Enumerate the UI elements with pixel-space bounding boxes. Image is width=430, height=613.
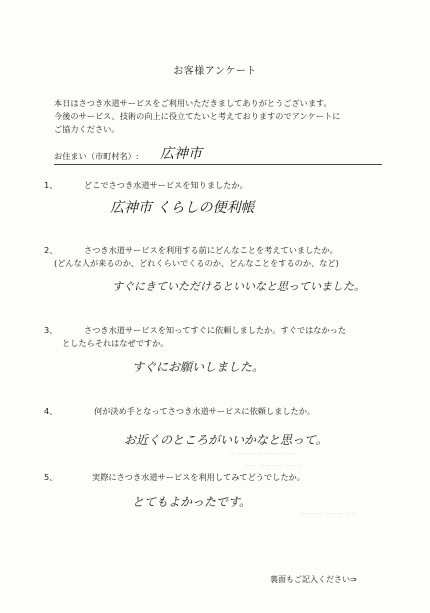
address-underline [54, 164, 382, 165]
bleed-through-mark: ~~ ~~~~ ~~~ [245, 462, 303, 470]
question-1-number: 1、 [44, 180, 58, 190]
question-2-text: (どんな人が来るのか、どれくらいでくるのか、どんなことをするのか、など) [54, 258, 339, 268]
question-3-number: 3、 [44, 325, 58, 335]
question-4-number: 4、 [44, 406, 58, 416]
survey-title: お客様アンケート [173, 66, 257, 77]
intro-line: 本日はさつき水道サービスをご利用いただきましてありがとうございます。 [54, 98, 332, 108]
question-3-text: としたらそれはなぜですか。 [62, 338, 169, 348]
question-5-text: 実際にさつき水道サービスを利用してみてどうでしたか。 [92, 472, 305, 482]
address-answer: 広神市 [160, 146, 202, 162]
bleed-through-mark: ~ ~~~ ~~~~ ~~ [230, 450, 296, 458]
bleed-through-mark: ~~~~ ~~~ ~~ [300, 510, 358, 518]
question-4-text: 何が決め手となってさつき水道サービスに依頼しましたか。 [94, 406, 316, 416]
footer-note: 裏面もご記入ください⇒ [270, 575, 357, 584]
intro-line: ご協力ください。 [54, 124, 120, 134]
question-1-answer: 広神市 くらしの便利帳 [110, 200, 255, 216]
question-3-answer: すぐにお願いしました。 [132, 360, 265, 374]
question-2-answer: すぐにきていただけるといいなと思っていました。 [112, 280, 365, 293]
question-1-text: どこでさつき水道サービスを知りましたか。 [84, 180, 248, 190]
intro-line: 今後のサービス、技術の向上に役立てたいと考えておりますのでアンケートに [54, 111, 341, 121]
intro-text [54, 97, 394, 136]
question-5-answer: とてもよかったです。 [132, 495, 252, 509]
question-2-text: さつき水道サービスを利用する前にどんなことを考えていましたか。 [84, 245, 338, 255]
question-4-answer: お近くのところがいいかなと思って。 [124, 433, 328, 447]
address-label: お住まい（市町村名）: [54, 151, 139, 161]
question-5-number: 5、 [44, 472, 58, 482]
question-3-text: さつき水道サービスを知ってすぐに依頼しましたか。すぐではなかった [84, 325, 347, 335]
question-2-number: 2、 [44, 245, 58, 255]
